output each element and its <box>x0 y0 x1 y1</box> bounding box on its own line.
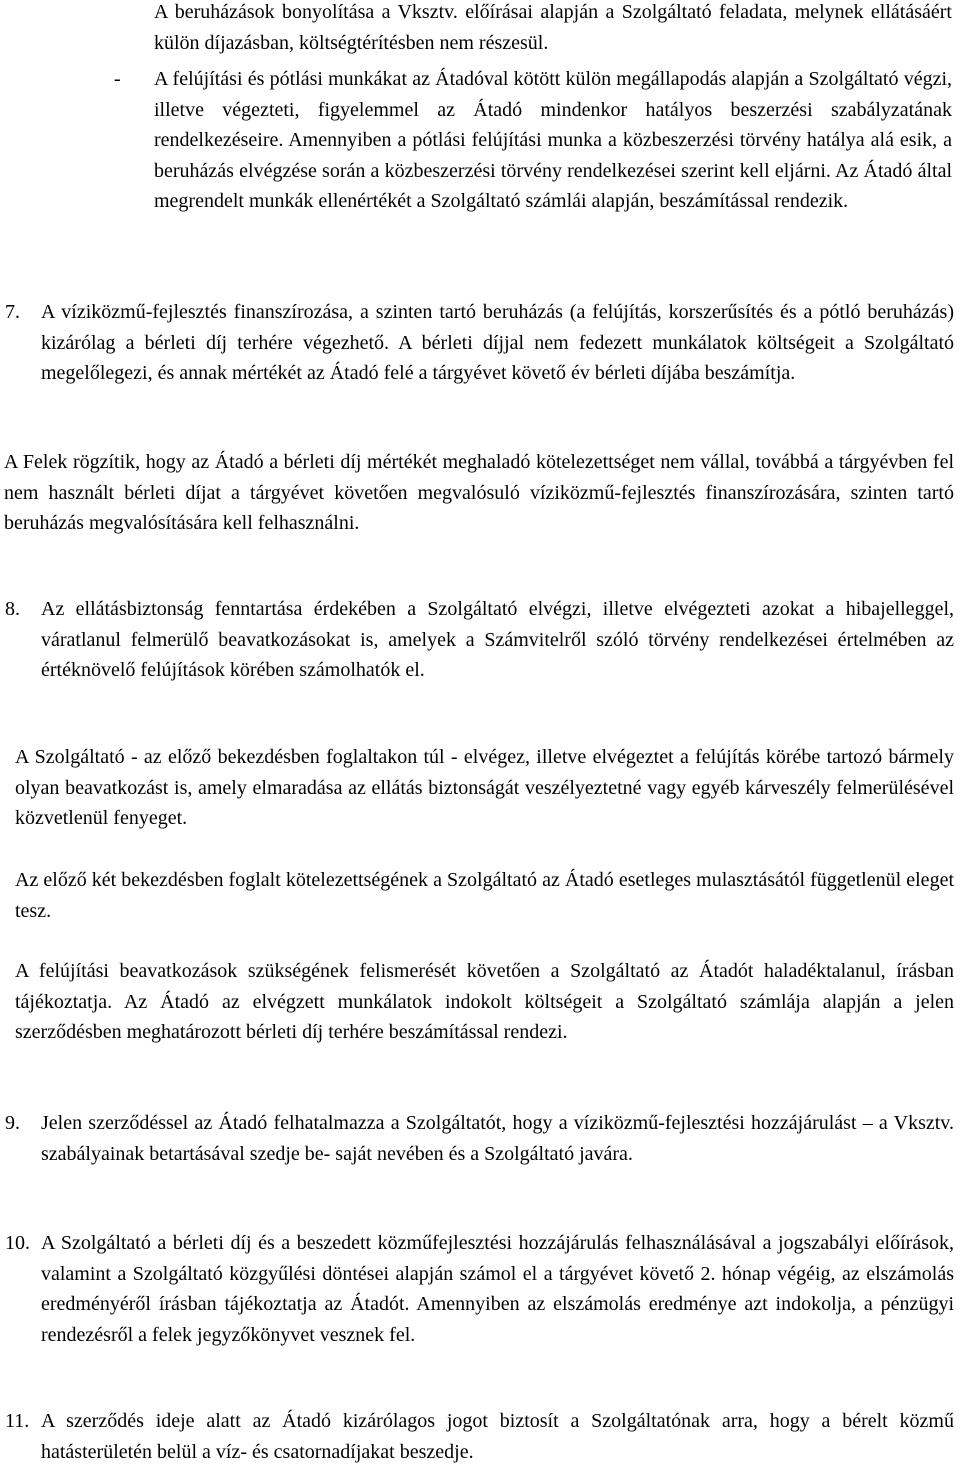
section-11-number: 11. <box>5 1410 30 1432</box>
section-11-text: A szerződés ideje alatt az Átadó kizárólagos jogot biztosít a Szolgáltatónak arra, hogy a bérelt közmű hatásterületén belül a víz- és csatornadíjakat beszedje. <box>41 1410 954 1463</box>
section-10-number: 10. <box>5 1232 30 1254</box>
section-7-number: 7. <box>5 301 20 323</box>
section-8-text: Az ellátásbiztonság fenntartása érdekében a Szolgáltató elvégzi, illetve elvégezteti azokat a hibajelleggel, váratlanul felmerülő beavatkozásokat is, amelyek a Számvitelről szóló törvény rendelkezései értelmében az értéknövelő felújítások körében számolhatók el. <box>41 598 954 682</box>
section-10-text: A Szolgáltató a bérleti díj és a beszedett közműfejlesztési hozzájárulás felhasználásával a jogszabályi előírások, valamint a Szolgáltató közgyűlési döntései alapján számol el a tárgyévet követő 2. hónap végéig, az elszámolás eredményéről írásban tájékoztatja az Átadót. Amennyiben az elszámolás eredménye azt indokolja, a pénzügyi rendezésről a felek jegyzőkönyvet vesznek fel. <box>41 1232 954 1346</box>
section-9-text: Jelen szerződéssel az Átadó felhatalmazza a Szolgáltatót, hogy a víziközmű-fejlesztési hozzájárulást – a Vksztv. szabályainak betartásával szedje be- saját nevében és a Szolgáltató javára. <box>41 1112 954 1165</box>
section-9-number: 9. <box>5 1112 20 1134</box>
dash-list-item-text: A felújítási és pótlási munkákat az Átadóval kötött külön megállapodás alapján a Szolgáltató végzi, illetve végezteti, figyelemmel az Átadó mindenkor hatályos beszerzési szabályzatának rendelkezéseire. Amennyiben a pótlási felújítási munka a közbeszerzési törvény hatálya alá esik, a beruházás elvégzése során a közbeszerzési törvény rendelkezései szerint kell eljárni. Az Átadó által megrendelt munkák ellenértékét a Szolgáltató számlái alapján, beszámítással rendezik. <box>154 68 952 213</box>
section-8-number: 8. <box>5 598 20 620</box>
intro-continuation-paragraph: A beruházások bonyolítása a Vksztv. előírásai alapján a Szolgáltató feladata, melynek ellátásáért külön díjazásban, költségtérítésben nem részesül. <box>154 1 952 54</box>
section-8-paragraph-3: A felújítási beavatkozások szükségének felismerését követően a Szolgáltató az Átadót haladéktalanul, írásban tájékoztatja. Az Átadó az elvégzett munkálatok indokolt költségeit a Szolgáltató számlája alapján a jelen szerződésben meghatározott bérleti díj terhére beszámítással rendezi. <box>15 960 954 1044</box>
felek-paragraph: A Felek rögzítik, hogy az Átadó a bérleti díj mértékét meghaladó kötelezettséget nem vállal, továbbá a tárgyévben fel nem használt bérleti díjat a tárgyévet követően megvalósuló víziközmű-fejlesztés finanszírozására, szinten tartó beruházás megvalósítására kell felhasználni. <box>4 451 954 535</box>
section-8-paragraph-1: A Szolgáltató - az előző bekezdésben foglaltakon túl - elvégez, illetve elvégeztet a felújítás körébe tartozó bármely olyan beavatkozást is, amely elmaradása az ellátás biztonságát veszélyeztetné vagy egyéb kárveszély felmerülésével közvetlenül fenyeget. <box>15 746 954 830</box>
section-7-text: A víziközmű-fejlesztés finanszírozása, a szinten tartó beruházás (a felújítás, korszerűsítés és a pótló beruházás) kizárólag a bérleti díj terhére végezhető. A bérleti díjjal nem fedezett munkálatok költségeit a Szolgáltató megelőlegezi, és annak mértékét az Átadó felé a tárgyévet követő év bérleti díjába beszámítja. <box>41 301 954 385</box>
section-8-paragraph-2: Az előző két bekezdésben foglalt kötelezettségének a Szolgáltató az Átadó esetleges mulasztásától függetlenül eleget tesz. <box>15 869 954 922</box>
dash-list-marker: - <box>114 68 121 90</box>
